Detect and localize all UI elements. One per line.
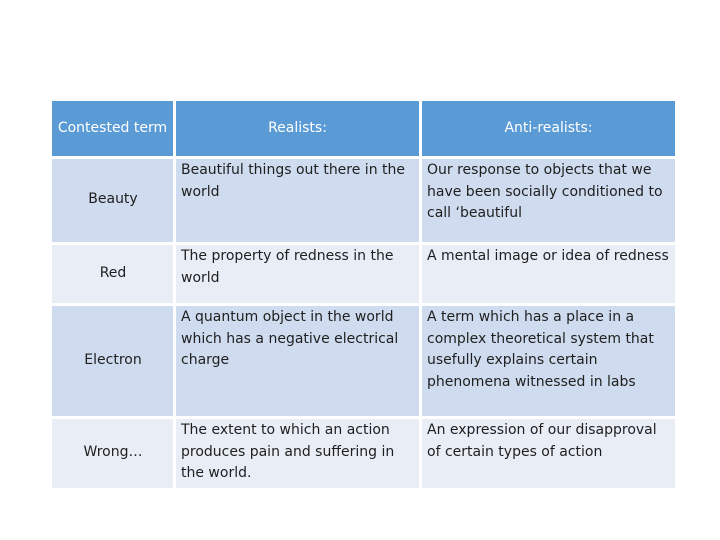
header-row	[52, 101, 675, 156]
table-row	[52, 306, 675, 416]
term-cell: Wrong…	[52, 419, 173, 488]
realists-cell: Beautiful things out there in the world	[176, 159, 419, 242]
realists-cell: A quantum object in the world which has a negative electrical charge	[176, 306, 419, 416]
realists-cell: The extent to which an action produces pain and suffering in the world.	[176, 419, 419, 488]
term-cell: Beauty	[52, 159, 173, 242]
anti-realists-cell: A mental image or idea of redness	[422, 245, 675, 303]
anti-realists-cell: An expression of our disapproval of certain types of action	[422, 419, 675, 488]
header-anti-realists: Anti-realists:	[422, 101, 675, 156]
anti-realists-cell: Our response to objects that we have been socially conditioned to call ‘beautiful	[422, 159, 675, 242]
anti-realists-cell: A term which has a place in a complex theoretical system that usefully explains certain phenomena witnessed in labs	[422, 306, 675, 416]
term-cell: Electron	[52, 306, 173, 416]
table-row	[52, 419, 675, 488]
comparison-table	[49, 98, 678, 491]
header-contested-term: Contested term	[52, 101, 173, 156]
header-realists: Realists:	[176, 101, 419, 156]
realists-cell: The property of redness in the world	[176, 245, 419, 303]
table-row	[52, 245, 675, 303]
term-cell: Red	[52, 245, 173, 303]
table-row	[52, 159, 675, 242]
